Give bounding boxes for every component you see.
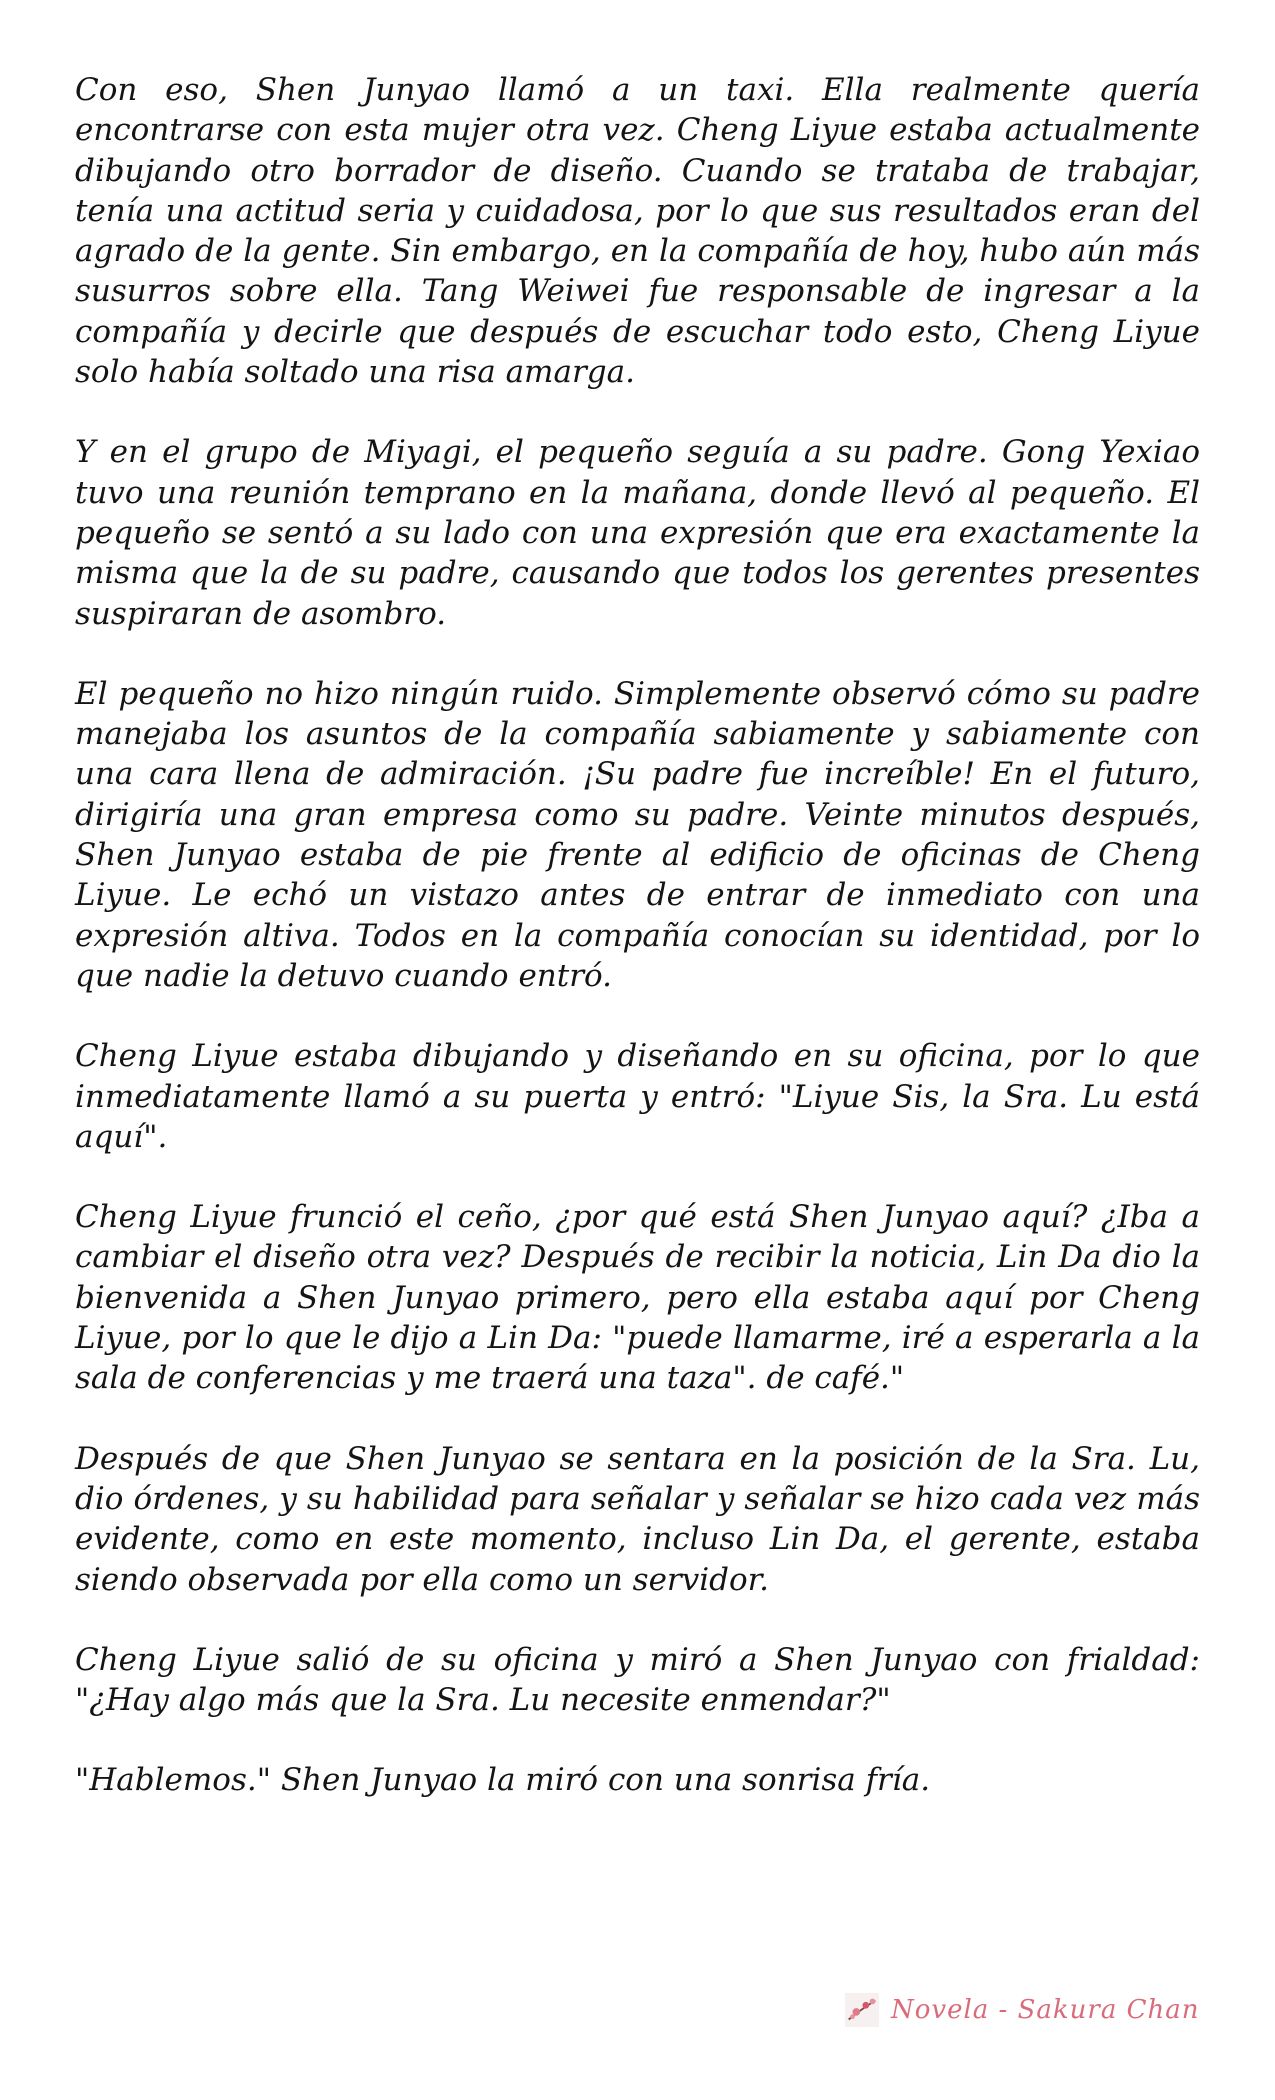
sakura-blossom-icon: [843, 1991, 881, 2029]
paragraph-6: Después de que Shen Junyao se sentara en la posición de la Sra. Lu, dio órdenes, y su habilidad para señalar y señalar se hizo cada vez más evidente, como en este momento, incluso Lin Da, el gerente, estaba siendo observada por ella como un servidor.: [75, 1440, 1200, 1598]
paragraph-7: Cheng Liyue salió de su oficina y miró a Shen Junyao con frialdad: "¿Hay algo más que la Sra. Lu necesite enmendar?": [75, 1641, 1200, 1719]
watermark: [843, 1988, 1223, 2032]
paragraph-4: Cheng Liyue estaba dibujando y diseñando en su oficina, por lo que inmediatamente llamó a su puerta y entró: "Liyue Sis, la Sra. Lu está aquí".: [75, 1038, 1200, 1155]
paragraph-8: "Hablemos." Shen Junyao la miró con una sonrisa fría.: [75, 1762, 931, 1799]
paragraph-1: Con eso, Shen Junyao llamó a un taxi. Ella realmente quería encontrarse con esta mujer otra vez. Cheng Liyue estaba actualmente dibujando otro borrador de diseño. Cuando se trataba de trabajar, tenía una actitud seria y cuidadosa, por lo que sus resultados eran del agrado de la gente. Sin embargo, en la compañía de hoy, hubo aún más susurros sobre ella. Tang Weiwei fue responsable de ingresar a la compañía y decirle que después de escuchar todo esto, Cheng Liyue solo había soltado una risa amarga.: [75, 72, 1200, 391]
paragraph-2: Y en el grupo de Miyagi, el pequeño seguía a su padre. Gong Yexiao tuvo una reunión temprano en la mañana, donde llevó al pequeño. El pequeño se sentó a su lado con una expresión que era exactamente la misma que la de su padre, causando que todos los gerentes presentes suspiraran de asombro.: [75, 434, 1200, 632]
watermark-text: Novela - Sakura Chan: [891, 1995, 1200, 2025]
document-body: [75, 70, 1200, 1841]
paragraph-5: Cheng Liyue frunció el ceño, ¿por qué está Shen Junyao aquí? ¿Iba a cambiar el diseño otra vez? Después de recibir la noticia, Lin Da dio la bienvenida a Shen Junyao primero, pero ella estaba aquí por Cheng Liyue, por lo que le dijo a Lin Da: "puede llamarme, iré a esperarla a la sala de conferencias y me traerá una taza". de café.": [75, 1199, 1200, 1397]
paragraph-3: El pequeño no hizo ningún ruido. Simplemente observó cómo su padre manejaba los asuntos de la compañía sabiamente y sabiamente con una cara llena de admiración. ¡Su padre fue increíble! En el futuro, dirigiría una gran empresa como su padre. Veinte minutos después, Shen Junyao estaba de pie frente al edificio de oficinas de Cheng Liyue. Le echó un vistazo antes de entrar de inmediato con una expresión altiva. Todos en la compañía conocían su identidad, por lo que nadie la detuvo cuando entró.: [75, 675, 1200, 994]
